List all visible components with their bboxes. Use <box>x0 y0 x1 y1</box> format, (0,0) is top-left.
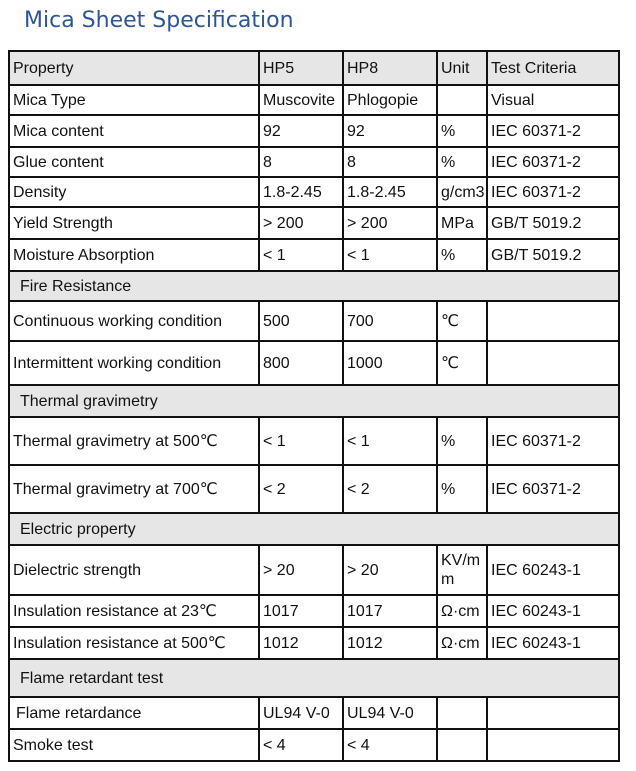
cell-hp8: < 1 <box>343 417 437 465</box>
cell-unit: % <box>437 147 487 177</box>
section-label: Electric property <box>9 513 619 545</box>
table-row <box>9 627 619 659</box>
cell-hp5: 1012 <box>259 627 343 659</box>
table-row <box>9 207 619 239</box>
cell-hp5: < 4 <box>259 729 343 761</box>
cell-hp8: 8 <box>343 147 437 177</box>
section-label: Thermal gravimetry <box>9 385 619 417</box>
cell-property: Moisture Absorption <box>9 239 259 271</box>
cell-hp8: > 200 <box>343 207 437 239</box>
cell-hp5: < 2 <box>259 465 343 513</box>
cell-test-criteria: IEC 60371-2 <box>487 417 619 465</box>
cell-test-criteria: IEC 60243-1 <box>487 545 619 595</box>
cell-test-criteria: Visual <box>487 85 619 115</box>
cell-test-criteria: IEC 60243-1 <box>487 627 619 659</box>
cell-test-criteria: IEC 60243-1 <box>487 595 619 627</box>
section-row <box>9 659 619 697</box>
cell-test-criteria <box>487 697 619 729</box>
cell-hp5: 1.8-2.45 <box>259 177 343 207</box>
cell-unit: % <box>437 417 487 465</box>
cell-hp8: 700 <box>343 301 437 341</box>
header-hp8: HP8 <box>343 51 437 85</box>
cell-hp8: Phlogopie <box>343 85 437 115</box>
cell-unit: KV/mm <box>437 545 487 595</box>
header-unit: Unit <box>437 51 487 85</box>
cell-unit: Ω·cm <box>437 595 487 627</box>
cell-unit: % <box>437 239 487 271</box>
cell-hp5: 8 <box>259 147 343 177</box>
cell-hp8: < 4 <box>343 729 437 761</box>
table-row <box>9 465 619 513</box>
cell-property: Yield Strength <box>9 207 259 239</box>
cell-test-criteria <box>487 301 619 341</box>
section-row <box>9 271 619 301</box>
cell-unit: Ω·cm <box>437 627 487 659</box>
section-row <box>9 513 619 545</box>
cell-unit <box>437 697 487 729</box>
cell-test-criteria: IEC 60371-2 <box>487 115 619 147</box>
table-row <box>9 147 619 177</box>
cell-property: Smoke test <box>9 729 259 761</box>
section-row <box>9 385 619 417</box>
cell-hp8: > 20 <box>343 545 437 595</box>
cell-property: Thermal gravimetry at 500℃ <box>9 417 259 465</box>
header-property: Property <box>9 51 259 85</box>
table-row <box>9 115 619 147</box>
cell-unit <box>437 729 487 761</box>
cell-hp5: 1017 <box>259 595 343 627</box>
table-row <box>9 417 619 465</box>
cell-test-criteria: GB/T 5019.2 <box>487 239 619 271</box>
cell-hp5: > 200 <box>259 207 343 239</box>
header-hp5: HP5 <box>259 51 343 85</box>
page-title: Mica Sheet Specification <box>24 8 294 33</box>
cell-hp5: < 1 <box>259 417 343 465</box>
cell-test-criteria: GB/T 5019.2 <box>487 207 619 239</box>
cell-hp8: 92 <box>343 115 437 147</box>
cell-unit <box>437 85 487 115</box>
spec-table <box>8 50 620 762</box>
cell-unit: g/cm3 <box>437 177 487 207</box>
cell-hp8: 1.8-2.45 <box>343 177 437 207</box>
cell-property: Intermittent working condition <box>9 341 259 385</box>
cell-property: Dielectric strength <box>9 545 259 595</box>
table-row <box>9 697 619 729</box>
section-label: Flame retardant test <box>9 659 619 697</box>
cell-property: Insulation resistance at 23℃ <box>9 595 259 627</box>
cell-unit: % <box>437 465 487 513</box>
cell-unit: MPa <box>437 207 487 239</box>
cell-unit: % <box>437 115 487 147</box>
cell-test-criteria <box>487 729 619 761</box>
cell-property: Glue content <box>9 147 259 177</box>
cell-hp5: 800 <box>259 341 343 385</box>
table-row <box>9 301 619 341</box>
cell-property: Insulation resistance at 500℃ <box>9 627 259 659</box>
cell-hp5: Muscovite <box>259 85 343 115</box>
table-header-row <box>9 51 619 85</box>
section-label: Fire Resistance <box>9 271 619 301</box>
cell-hp5: > 20 <box>259 545 343 595</box>
cell-test-criteria: IEC 60371-2 <box>487 465 619 513</box>
table-row <box>9 729 619 761</box>
cell-property: Density <box>9 177 259 207</box>
header-test-criteria: Test Criteria <box>487 51 619 85</box>
cell-property: Thermal gravimetry at 700℃ <box>9 465 259 513</box>
cell-hp8: 1012 <box>343 627 437 659</box>
table-row <box>9 341 619 385</box>
cell-hp5: 500 <box>259 301 343 341</box>
cell-unit: ℃ <box>437 301 487 341</box>
cell-property: Continuous working condition <box>9 301 259 341</box>
table-row <box>9 85 619 115</box>
cell-property: Mica content <box>9 115 259 147</box>
cell-test-criteria: IEC 60371-2 <box>487 147 619 177</box>
cell-test-criteria <box>487 341 619 385</box>
cell-hp8: < 1 <box>343 239 437 271</box>
cell-hp8: < 2 <box>343 465 437 513</box>
table-row <box>9 239 619 271</box>
table-row <box>9 545 619 595</box>
cell-property: Mica Type <box>9 85 259 115</box>
cell-hp8: 1000 <box>343 341 437 385</box>
cell-hp5: < 1 <box>259 239 343 271</box>
cell-test-criteria: IEC 60371-2 <box>487 177 619 207</box>
cell-hp5: UL94 V-0 <box>259 697 343 729</box>
cell-hp8: 1017 <box>343 595 437 627</box>
cell-hp5: 92 <box>259 115 343 147</box>
cell-property: Flame retardance <box>9 697 259 729</box>
table-row <box>9 595 619 627</box>
table-row <box>9 177 619 207</box>
cell-unit: ℃ <box>437 341 487 385</box>
cell-hp8: UL94 V-0 <box>343 697 437 729</box>
